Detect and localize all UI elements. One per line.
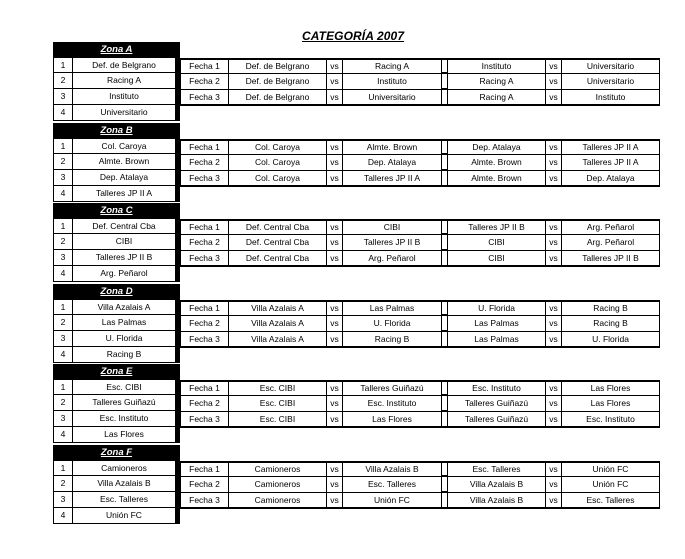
vs-label: vs [546,219,562,235]
zone-block [53,445,180,524]
match1-home: Esc. CIBI [229,380,327,396]
team-number: 1 [53,379,72,395]
team-row [53,218,180,234]
team-row [53,105,180,121]
team-row [53,299,180,315]
match1-away: Arg. Peñarol [343,251,442,267]
match2-away: Arg. Peñarol [562,219,660,235]
team-name: Esc. CIBI [72,379,180,395]
team-row [53,89,180,105]
match2-away: Las Flores [562,380,660,396]
fecha-label: Fecha 3 [180,493,229,509]
vs-label: vs [327,90,343,106]
match1-home: Camioneros [229,493,327,509]
match1-home: Esc. CIBI [229,412,327,428]
fecha-label: Fecha 2 [180,74,229,90]
team-number: 1 [53,299,72,315]
match2-away: Talleres JP II B [562,251,660,267]
match2-home: Esc. Talleres [447,461,546,477]
zone-block [53,42,180,121]
match1-away: Almte. Brown [343,139,442,155]
match1-away: Racing B [343,332,442,348]
match2-away: U. Florida [562,332,660,348]
zone-header: Zona F [53,445,180,460]
match2-home: Racing A [447,74,546,90]
fixtures-table [180,300,660,348]
match1-home: Col. Caroya [229,155,327,171]
team-row [53,379,180,395]
team-number: 1 [53,218,72,234]
vs-label: vs [327,396,343,412]
fecha-label: Fecha 3 [180,412,229,428]
fixture-row [180,477,660,493]
team-row [53,460,180,476]
match2-away: Racing B [562,300,660,316]
match2-home: Almte. Brown [447,171,546,187]
team-number: 1 [53,460,72,476]
vs-label: vs [546,171,562,187]
match2-home: CIBI [447,235,546,251]
match2-away: Esc. Talleres [562,493,660,509]
team-name: Las Palmas [72,315,180,331]
vs-label: vs [546,316,562,332]
vs-label: vs [327,380,343,396]
match1-away: Universitario [343,90,442,106]
team-name: Unión FC [72,508,180,524]
match2-away: Talleres JP II A [562,139,660,155]
vs-label: vs [546,74,562,90]
vs-label: vs [546,461,562,477]
match2-home: Talleres Guiñazú [447,396,546,412]
fixture-row [180,493,660,509]
team-row [53,154,180,170]
fecha-label: Fecha 1 [180,219,229,235]
team-name: Villa Azalais A [72,299,180,315]
match2-away: Arg. Peñarol [562,235,660,251]
match1-away: Racing A [343,58,442,74]
match2-home: CIBI [447,251,546,267]
match1-away: CIBI [343,219,442,235]
match2-away: Talleres JP II A [562,155,660,171]
match1-home: Villa Azalais A [229,300,327,316]
team-row [53,427,180,443]
fecha-label: Fecha 2 [180,477,229,493]
team-number: 3 [53,89,72,105]
fecha-label: Fecha 1 [180,380,229,396]
team-number: 2 [53,73,72,89]
fixtures-table [180,58,660,106]
vs-label: vs [546,300,562,316]
fixtures-table [180,461,660,509]
vs-label: vs [327,74,343,90]
vs-label: vs [546,477,562,493]
fixture-row [180,74,660,90]
zone-block [53,364,180,443]
fecha-label: Fecha 1 [180,300,229,316]
fixtures-table [180,380,660,428]
vs-label: vs [327,219,343,235]
vs-label: vs [327,235,343,251]
fixture-row [180,396,660,412]
match1-home: Def. de Belgrano [229,74,327,90]
team-number: 4 [53,347,72,363]
team-name: Talleres Guiñazú [72,395,180,411]
match2-away: Instituto [562,90,660,106]
team-name: Esc. Talleres [72,492,180,508]
team-name: Racing B [72,347,180,363]
fixture-row [180,412,660,428]
fecha-label: Fecha 2 [180,155,229,171]
team-row [53,250,180,266]
team-number: 2 [53,315,72,331]
zone-header: Zona C [53,203,180,218]
fixtures-table [180,219,660,267]
team-number: 3 [53,170,72,186]
match1-home: Col. Caroya [229,139,327,155]
team-name: Universitario [72,105,180,121]
vs-label: vs [546,380,562,396]
vs-label: vs [546,139,562,155]
zone-header: Zona D [53,284,180,299]
vs-label: vs [327,316,343,332]
team-name: Instituto [72,89,180,105]
match1-away: Talleres Guiñazú [343,380,442,396]
vs-label: vs [546,396,562,412]
team-name: Col. Caroya [72,138,180,154]
match1-home: Col. Caroya [229,171,327,187]
vs-label: vs [327,58,343,74]
match1-home: Camioneros [229,477,327,493]
match1-away: U. Florida [343,316,442,332]
team-name: Racing A [72,73,180,89]
match1-home: Camioneros [229,461,327,477]
team-row [53,266,180,282]
match1-home: Villa Azalais A [229,316,327,332]
match2-home: Almte. Brown [447,155,546,171]
team-row [53,476,180,492]
fixture-row [180,461,660,477]
team-number: 2 [53,476,72,492]
match2-away: Universitario [562,58,660,74]
fecha-label: Fecha 1 [180,139,229,155]
team-row [53,170,180,186]
fixture-row [180,251,660,267]
match1-away: Las Flores [343,412,442,428]
team-name: Def. Central Cba [72,218,180,234]
team-name: Talleres JP II B [72,250,180,266]
team-name: CIBI [72,234,180,250]
vs-label: vs [327,461,343,477]
team-name: Talleres JP II A [72,186,180,202]
vs-label: vs [327,493,343,509]
team-number: 4 [53,427,72,443]
match2-home: Talleres JP II B [447,219,546,235]
fixture-row [180,380,660,396]
fixture-row [180,58,660,74]
fixture-row [180,332,660,348]
team-row [53,315,180,331]
team-number: 3 [53,250,72,266]
match2-home: Villa Azalais B [447,493,546,509]
team-row [53,411,180,427]
match2-home: Villa Azalais B [447,477,546,493]
team-row [53,331,180,347]
team-number: 1 [53,57,72,73]
fecha-label: Fecha 3 [180,251,229,267]
team-number: 2 [53,395,72,411]
match1-away: Esc. Instituto [343,396,442,412]
team-row [53,234,180,250]
match2-home: Racing A [447,90,546,106]
vs-label: vs [327,139,343,155]
vs-label: vs [546,493,562,509]
fecha-label: Fecha 3 [180,332,229,348]
team-name: U. Florida [72,331,180,347]
zone-header: Zona E [53,364,180,379]
team-name: Def. de Belgrano [72,57,180,73]
fecha-label: Fecha 3 [180,171,229,187]
vs-label: vs [327,300,343,316]
team-row [53,186,180,202]
team-number: 1 [53,138,72,154]
match1-home: Def. Central Cba [229,235,327,251]
team-number: 3 [53,411,72,427]
vs-label: vs [546,90,562,106]
match1-away: Esc. Talleres [343,477,442,493]
vs-label: vs [327,332,343,348]
zone-header: Zona A [53,42,180,57]
vs-label: vs [546,251,562,267]
fixture-row [180,316,660,332]
team-name: Camioneros [72,460,180,476]
fixture-row [180,219,660,235]
team-number: 4 [53,186,72,202]
match2-home: Dep. Atalaya [447,139,546,155]
fecha-label: Fecha 2 [180,396,229,412]
team-row [53,138,180,154]
team-row [53,73,180,89]
zone-header: Zona B [53,123,180,138]
vs-label: vs [327,251,343,267]
match2-home: Esc. Instituto [447,380,546,396]
match1-home: Villa Azalais A [229,332,327,348]
team-row [53,492,180,508]
fecha-label: Fecha 2 [180,316,229,332]
fecha-label: Fecha 1 [180,461,229,477]
match2-away: Esc. Instituto [562,412,660,428]
zone-block [53,203,180,282]
match2-away: Unión FC [562,477,660,493]
match2-home: Instituto [447,58,546,74]
match2-home: U. Florida [447,300,546,316]
vs-label: vs [546,58,562,74]
team-number: 2 [53,154,72,170]
team-name: Arg. Peñarol [72,266,180,282]
match2-away: Universitario [562,74,660,90]
match2-away: Las Flores [562,396,660,412]
team-number: 4 [53,266,72,282]
match2-home: Talleres Guiñazú [447,412,546,428]
match1-home: Def. de Belgrano [229,90,327,106]
vs-label: vs [327,155,343,171]
team-name: Esc. Instituto [72,411,180,427]
match1-away: Las Palmas [343,300,442,316]
vs-label: vs [546,412,562,428]
fixture-row [180,300,660,316]
vs-label: vs [546,155,562,171]
team-number: 3 [53,331,72,347]
match1-away: Villa Azalais B [343,461,442,477]
team-number: 4 [53,105,72,121]
match1-home: Def. de Belgrano [229,58,327,74]
fecha-label: Fecha 3 [180,90,229,106]
match1-away: Dep. Atalaya [343,155,442,171]
match2-away: Unión FC [562,461,660,477]
match2-home: Las Palmas [447,332,546,348]
team-row [53,347,180,363]
fixture-row [180,235,660,251]
team-number: 4 [53,508,72,524]
team-number: 3 [53,492,72,508]
match1-home: Def. Central Cba [229,219,327,235]
vs-label: vs [327,412,343,428]
match1-home: Esc. CIBI [229,396,327,412]
team-name: Almte. Brown [72,154,180,170]
fecha-label: Fecha 2 [180,235,229,251]
match1-away: Talleres JP II A [343,171,442,187]
match2-home: Las Palmas [447,316,546,332]
vs-label: vs [546,235,562,251]
fixture-row [180,171,660,187]
vs-label: vs [327,477,343,493]
team-name: Dep. Atalaya [72,170,180,186]
team-row [53,57,180,73]
match1-away: Instituto [343,74,442,90]
fixture-row [180,155,660,171]
match2-away: Racing B [562,316,660,332]
fecha-label: Fecha 1 [180,58,229,74]
fixture-row [180,139,660,155]
page-title: CATEGORÍA 2007 [302,29,405,43]
match1-away: Unión FC [343,493,442,509]
fixtures-table [180,139,660,187]
team-name: Las Flores [72,427,180,443]
match1-away: Talleres JP II B [343,235,442,251]
match2-away: Dep. Atalaya [562,171,660,187]
zone-block [53,284,180,363]
team-name: Villa Azalais B [72,476,180,492]
match1-home: Def. Central Cba [229,251,327,267]
team-row [53,508,180,524]
vs-label: vs [546,332,562,348]
fixture-row [180,90,660,106]
team-row [53,395,180,411]
team-number: 2 [53,234,72,250]
zone-block [53,123,180,202]
vs-label: vs [327,171,343,187]
